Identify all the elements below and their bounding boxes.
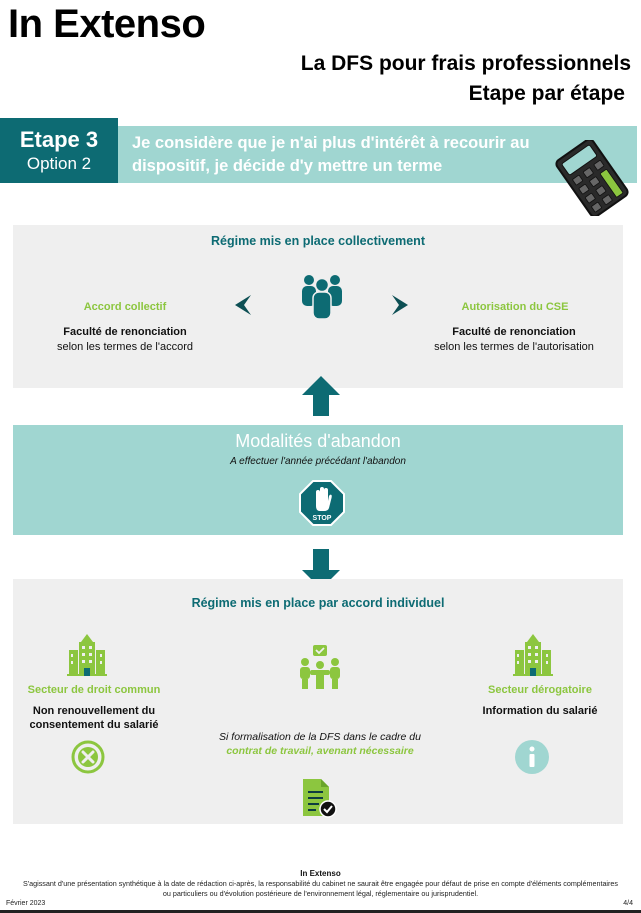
arrow-up-icon xyxy=(302,376,340,416)
building-icon xyxy=(67,634,107,676)
collective-agreement-bold: Faculté de renonciation xyxy=(63,326,187,338)
footer-brand: In Extenso xyxy=(300,869,341,878)
step-label-box xyxy=(0,118,118,183)
page-title: La DFS pour frais professionnels xyxy=(300,52,631,75)
contract-formalisation-line1: Si formalisation de la DFS dans le cadre du xyxy=(219,731,421,743)
common-law-sector-line2: consentement du salarié xyxy=(29,719,159,731)
abandon-modalities-title: Modalités d'abandon xyxy=(235,431,401,451)
individual-regime-title: Régime mis en place par accord individuel xyxy=(191,596,445,610)
common-law-sector-heading: Secteur de droit commun xyxy=(27,684,161,696)
document-check-icon xyxy=(301,778,337,818)
collective-agreement-heading: Accord collectif xyxy=(83,301,167,313)
brand-logo: In Extenso xyxy=(8,2,206,46)
stop-sign-icon xyxy=(299,480,345,526)
agreement-people-icon xyxy=(298,645,342,689)
abandon-modalities-subtitle: A effectuer l'année précédant l'abandon xyxy=(230,456,406,467)
step-option: Option 2 xyxy=(26,154,92,173)
calculator-icon xyxy=(554,140,630,216)
footer-disclaimer xyxy=(0,879,641,899)
derogatory-sector-text: Information du salarié xyxy=(482,705,598,717)
group-people-icon xyxy=(299,272,345,320)
step-description: Je considère que je n'ai plus d'intérêt à recourir au dispositif, je décide d'y mettre un terme xyxy=(132,134,530,175)
chevron-left-icon xyxy=(231,294,253,316)
stop-sign-label: STOP xyxy=(312,515,332,522)
info-icon xyxy=(515,740,549,774)
cse-authorization-heading: Autorisation du CSE xyxy=(461,301,569,313)
cse-authorization-bold: Faculté de renonciation xyxy=(452,326,576,338)
cross-circle-icon xyxy=(71,740,105,774)
contract-formalisation-line2: contrat de travail, avenant nécessaire xyxy=(226,745,414,757)
footer-disclaimer-line1: S'agissant d'une présentation synthétique à la date de rédaction ci-après, la responsabilité du cabinet ne saurait être engagée pour défaut de prise en compte d'éléments complémentaires xyxy=(22,879,619,888)
step-number: Etape 3 xyxy=(19,127,99,152)
derogatory-sector-heading: Secteur dérogatoire xyxy=(488,684,592,696)
footer-date: Février 2023 xyxy=(6,900,46,907)
collective-agreement-text: selon les termes de l'accord xyxy=(57,341,193,353)
collective-regime-title: Régime mis en place collectivement xyxy=(211,234,425,248)
common-law-sector-line1: Non renouvellement du xyxy=(32,705,156,717)
page-number: 4/4 xyxy=(623,900,633,907)
footer-disclaimer-line2: ou particuliers ou d'évolution postérieure de l'environnement légal, réglementaire ou jurisprudentiel. xyxy=(162,889,479,898)
building-icon xyxy=(513,634,553,676)
chevron-right-icon xyxy=(390,294,412,316)
page-subtitle: Etape par étape xyxy=(468,82,625,105)
cse-authorization-text: selon les termes de l'autorisation xyxy=(434,341,594,353)
